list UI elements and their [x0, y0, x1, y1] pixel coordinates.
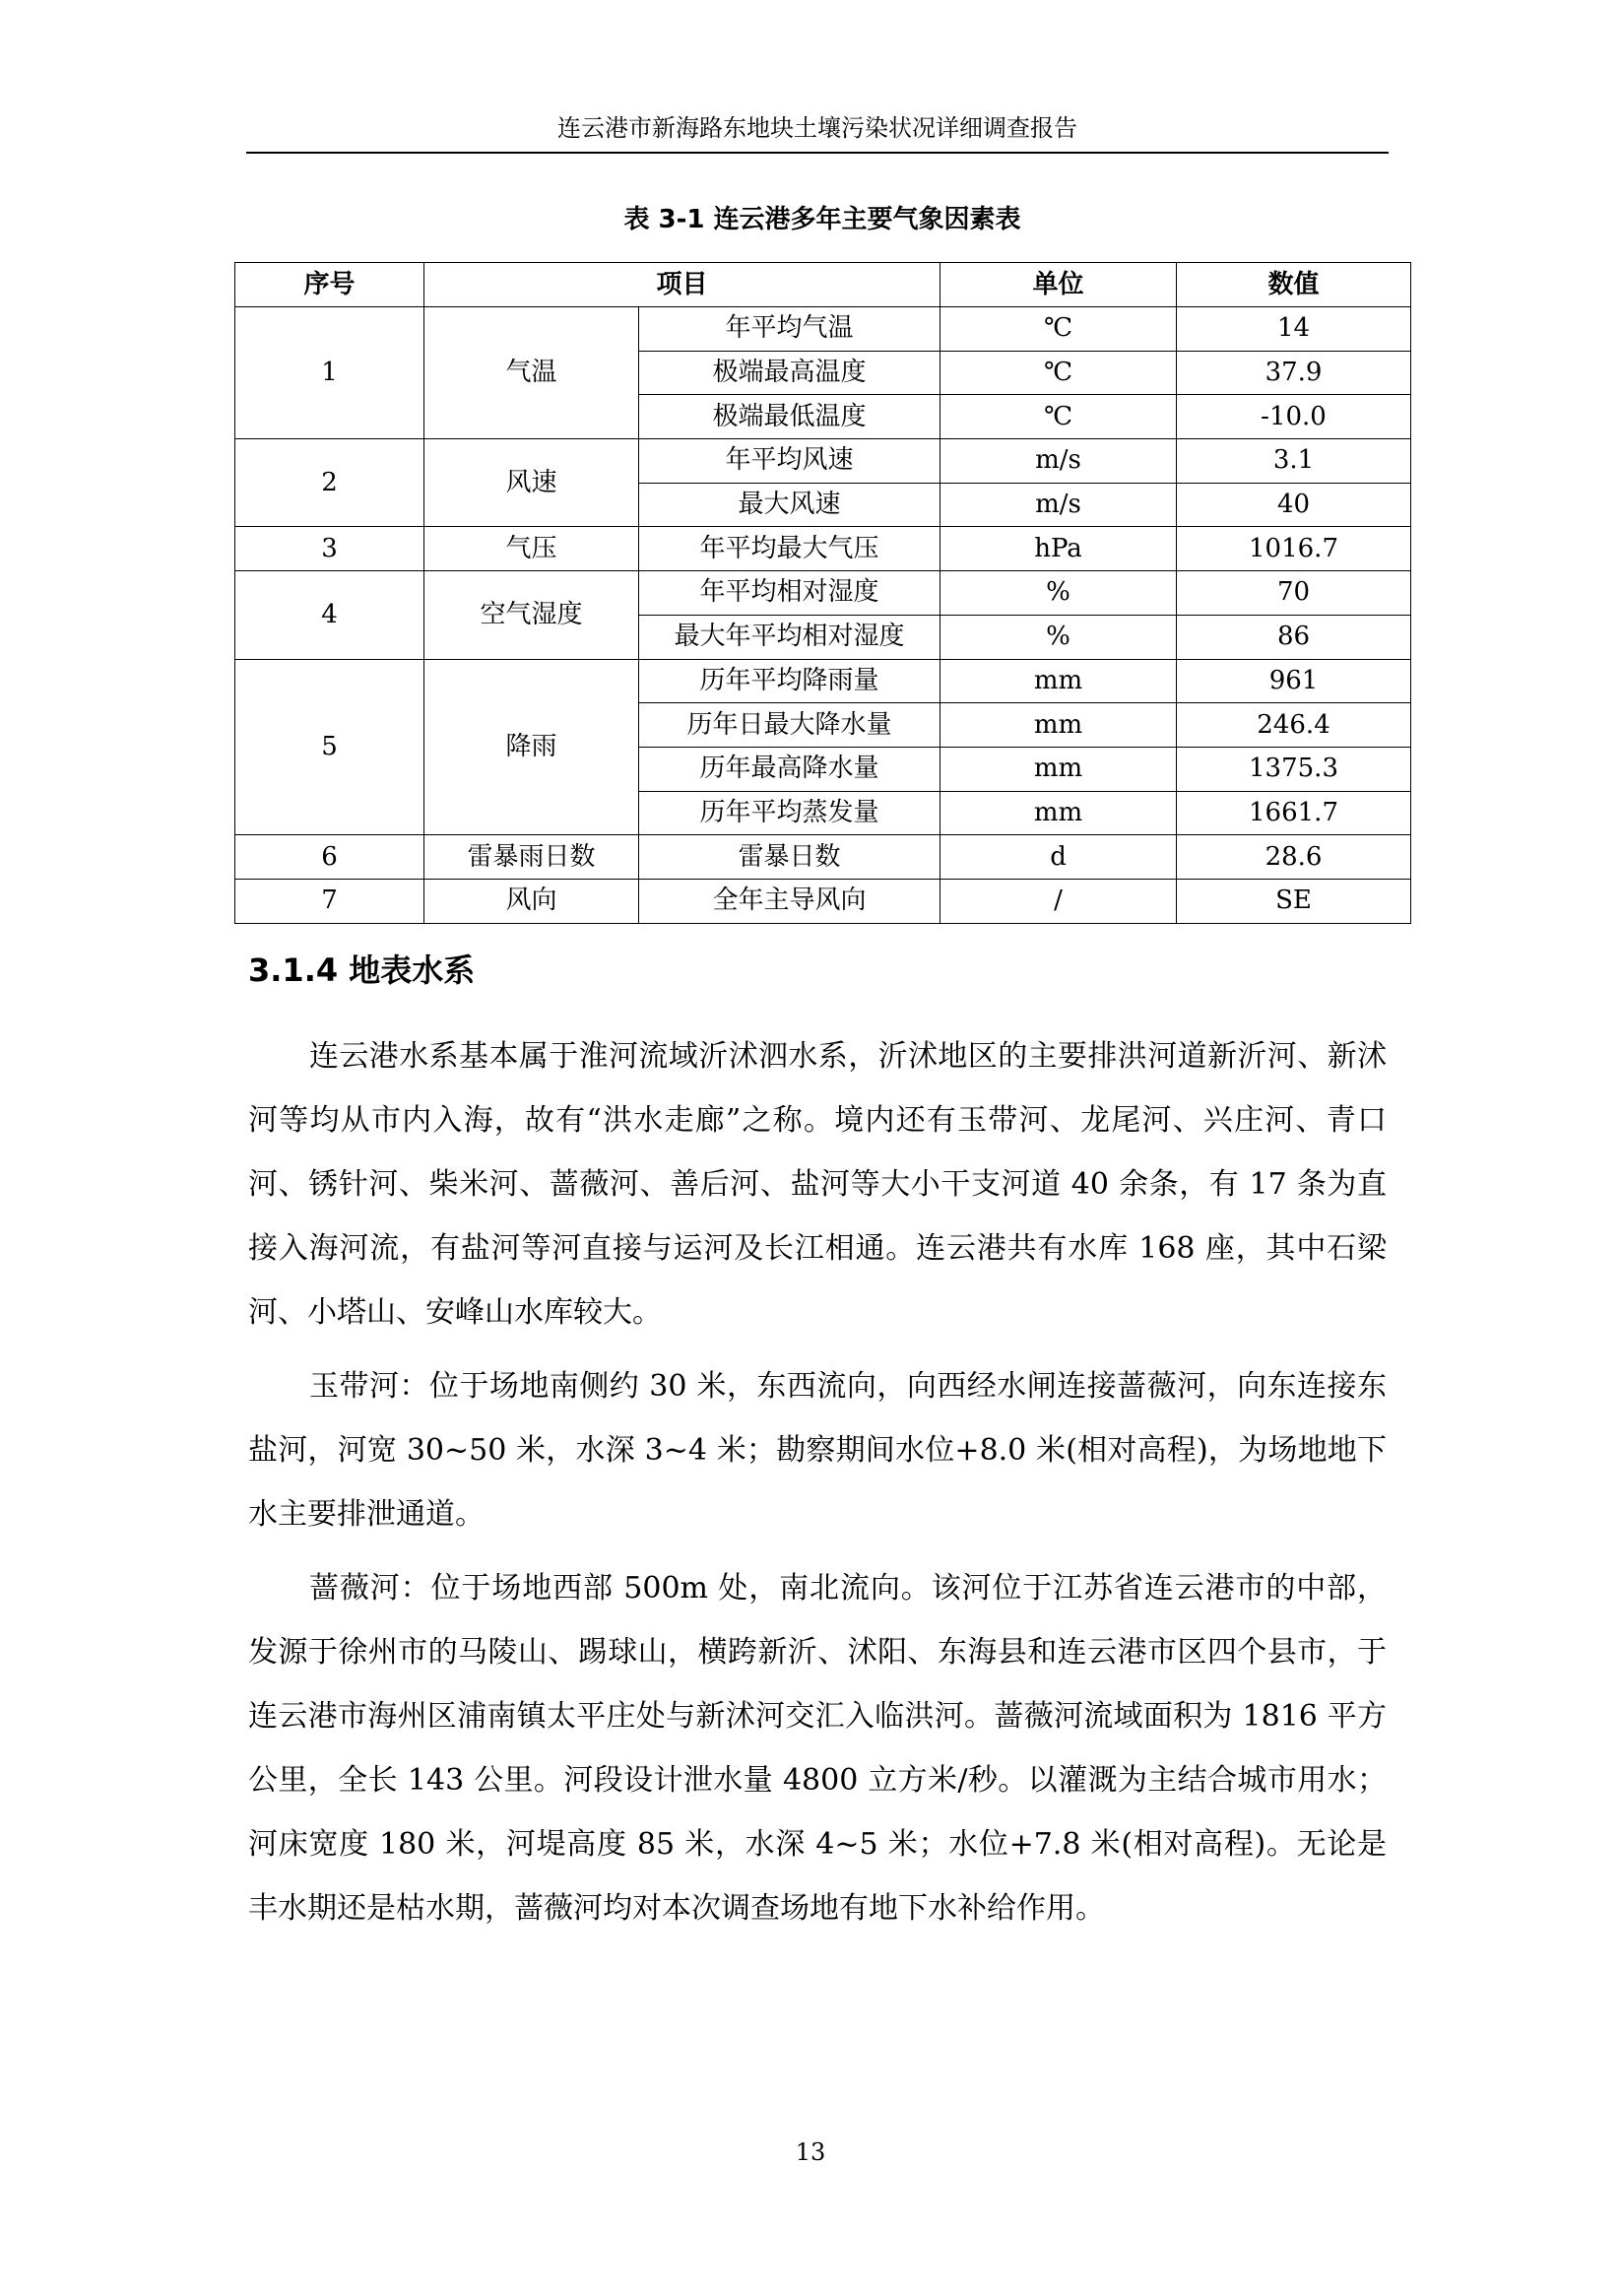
row-value: 246.4	[1177, 703, 1411, 748]
row-item: 极端最高温度	[639, 351, 940, 395]
row-item: 历年平均降雨量	[639, 659, 940, 703]
section-body	[248, 1024, 1387, 1950]
row-value: 3.1	[1177, 439, 1411, 484]
row-value: 14	[1177, 307, 1411, 352]
row-category: 雷暴雨日数	[424, 835, 639, 880]
row-category: 气温	[424, 307, 639, 439]
row-unit: d	[940, 835, 1177, 880]
row-number: 4	[235, 571, 424, 659]
row-number: 2	[235, 439, 424, 527]
row-item: 历年日最大降水量	[639, 703, 940, 748]
row-value: -10.0	[1177, 395, 1411, 439]
row-unit: ℃	[940, 395, 1177, 439]
row-value: 70	[1177, 571, 1411, 616]
row-unit: ℃	[940, 351, 1177, 395]
row-value: 961	[1177, 659, 1411, 703]
row-unit: mm	[940, 703, 1177, 748]
row-item: 最大年平均相对湿度	[639, 615, 940, 659]
row-value: 1661.7	[1177, 791, 1411, 835]
row-item: 雷暴日数	[639, 835, 940, 880]
row-value: 37.9	[1177, 351, 1411, 395]
table-row	[235, 879, 1411, 923]
row-category: 降雨	[424, 659, 639, 835]
row-value: 28.6	[1177, 835, 1411, 880]
section-heading: 3.1.4 地表水系	[248, 951, 476, 989]
row-item: 全年主导风向	[639, 879, 940, 923]
page-number: 13	[795, 2138, 826, 2166]
row-unit: /	[940, 879, 1177, 923]
header-rule	[246, 152, 1389, 154]
row-item: 年平均最大气压	[639, 527, 940, 571]
row-unit: %	[940, 615, 1177, 659]
header-item: 项目	[424, 263, 940, 307]
table-row	[235, 307, 1411, 352]
row-number: 7	[235, 879, 424, 923]
row-unit: hPa	[940, 527, 1177, 571]
row-unit: mm	[940, 747, 1177, 791]
row-value: 86	[1177, 615, 1411, 659]
row-category: 风速	[424, 439, 639, 527]
page-header: 连云港市新海路东地块土壤污染状况详细调查报告	[557, 114, 1077, 142]
row-number: 1	[235, 307, 424, 439]
table-row	[235, 439, 1411, 484]
row-unit: mm	[940, 659, 1177, 703]
row-category: 空气湿度	[424, 571, 639, 659]
row-category: 风向	[424, 879, 639, 923]
row-value: SE	[1177, 879, 1411, 923]
row-value: 1375.3	[1177, 747, 1411, 791]
table-row	[235, 835, 1411, 880]
body-paragraph: 玉带河：位于场地南侧约 30 米，东西流向，向西经水闸连接蔷薇河，向东连接东盐河，河宽 30~50 米，水深 3~4 米；勘察期间水位+8.0 米(相对高程)，为场地地下水主要排泄通道。	[248, 1369, 1387, 1532]
row-category: 气压	[424, 527, 639, 571]
row-number: 5	[235, 659, 424, 835]
row-item: 年平均风速	[639, 439, 940, 484]
header-value: 数值	[1177, 263, 1411, 307]
table-row	[235, 571, 1411, 616]
row-unit: m/s	[940, 439, 1177, 484]
table-header-row	[235, 263, 1411, 307]
table-row	[235, 659, 1411, 703]
row-item: 年平均相对湿度	[639, 571, 940, 616]
row-value: 1016.7	[1177, 527, 1411, 571]
row-number: 6	[235, 835, 424, 880]
body-paragraph: 连云港水系基本属于淮河流域沂沭泗水系，沂沭地区的主要排洪河道新沂河、新沭河等均从市内入海，故有“洪水走廊”之称。境内还有玉带河、龙尾河、兴庄河、青口河、锈针河、柴米河、蔷薇河、善后河、盐河等大小干支河道 40 余条，有 17 条为直接入海河流，有盐河等河直接与运河及长江相通。连云港共有水库 168 座，其中石梁河、小塔山、安峰山水库较大。	[248, 1039, 1387, 1330]
body-paragraph: 蔷薇河：位于场地西部 500m 处，南北流向。该河位于江苏省连云港市的中部，发源于徐州市的马陵山、踢球山，横跨新沂、沭阳、东海县和连云港市区四个县市，于连云港市海州区浦南镇太平庄处与新沭河交汇入临洪河。蔷薇河流域面积为 1816 平方公里，全长 143 公里。河段设计泄水量 4800 立方米/秒。以灌溉为主结合城市用水；河床宽度 180 米，河堤高度 85 米，水深 4~5 米；水位+7.8 米(相对高程)。无论是丰水期还是枯水期，蔷薇河均对本次调查场地有地下水补给作用。	[248, 1571, 1387, 1926]
row-unit: %	[940, 571, 1177, 616]
row-value: 40	[1177, 483, 1411, 527]
header-no: 序号	[235, 263, 424, 307]
row-unit: m/s	[940, 483, 1177, 527]
row-unit: mm	[940, 791, 1177, 835]
climate-table	[234, 262, 1411, 924]
table-row	[235, 527, 1411, 571]
row-item: 最大风速	[639, 483, 940, 527]
row-unit: ℃	[940, 307, 1177, 352]
row-item: 年平均气温	[639, 307, 940, 352]
header-unit: 单位	[940, 263, 1177, 307]
table-caption: 表 3-1 连云港多年主要气象因素表	[623, 205, 1021, 234]
row-item: 历年平均蒸发量	[639, 791, 940, 835]
row-number: 3	[235, 527, 424, 571]
row-item: 历年最高降水量	[639, 747, 940, 791]
row-item: 极端最低温度	[639, 395, 940, 439]
